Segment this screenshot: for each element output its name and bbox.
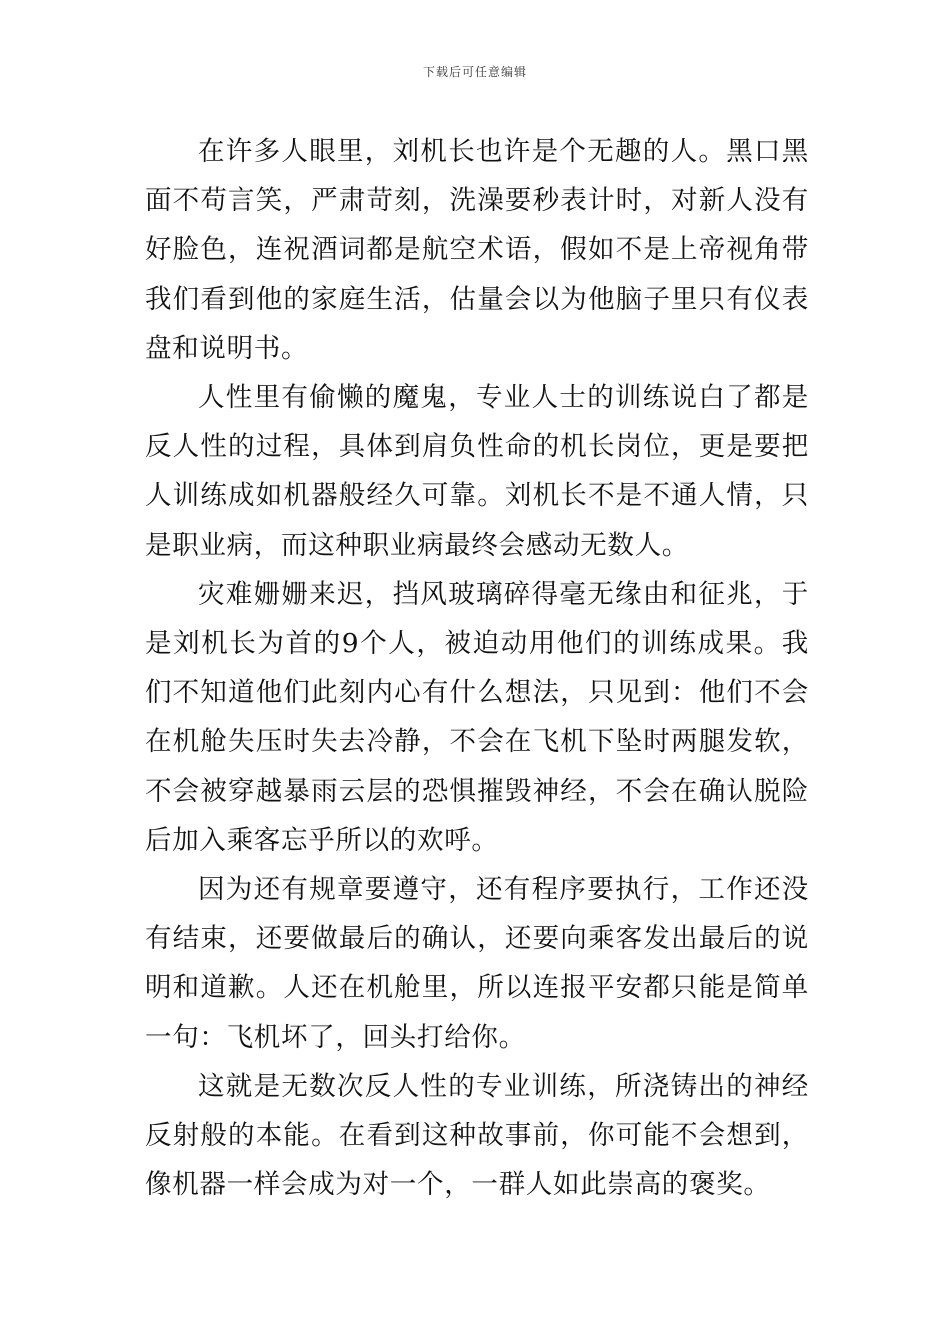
paragraph-5: 这就是无数次反人性的专业训练，所浇铸出的神经反射般的本能。在看到这种故事前，你可能不会想到，像机器一样会成为对一个，一群人如此崇高的褒奖。 <box>145 1070 809 1201</box>
paragraph-1: 在许多人眼里，刘机长也许是个无趣的人。黑口黑面不苟言笑，严肃苛刻，洗澡要秒表计时，对新人没有好脸色，连祝酒词都是航空术语，假如不是上帝视角带我们看到他的家庭生活，估量会以为他脑子里只有仪表盘和说明书。 <box>145 136 809 364</box>
document-body <box>145 127 809 1209</box>
paragraph-2: 人性里有偷懒的魔鬼，专业人士的训练说白了都是反人性的过程，具体到肩负性命的机长岗位，更是要把人训练成如机器般经久可靠。刘机长不是不通人情，只是职业病，而这种职业病最终会感动无数人。 <box>145 382 809 561</box>
page-header: 下载后可任意编辑 <box>422 65 527 79</box>
paragraph-3: 灾难姗姗来迟，挡风玻璃碎得毫无缘由和征兆，于是刘机长为首的9个人，被迫动用他们的训练成果。我们不知道他们此刻内心有什么想法，只见到：他们不会在机舱失压时失去冷静，不会在飞机下坠时两腿发软，不会被穿越暴雨云层的恐惧摧毁神经，不会在确认脱险后加入乘客忘乎所以的欢呼。 <box>145 578 809 856</box>
paragraph-4: 因为还有规章要遵守，还有程序要执行，工作还没有结束，还要做最后的确认，还要向乘客发出最后的说明和道歉。人还在机舱里，所以连报平安都只能是简单一句：飞机坏了，回头打给你。 <box>145 874 809 1053</box>
